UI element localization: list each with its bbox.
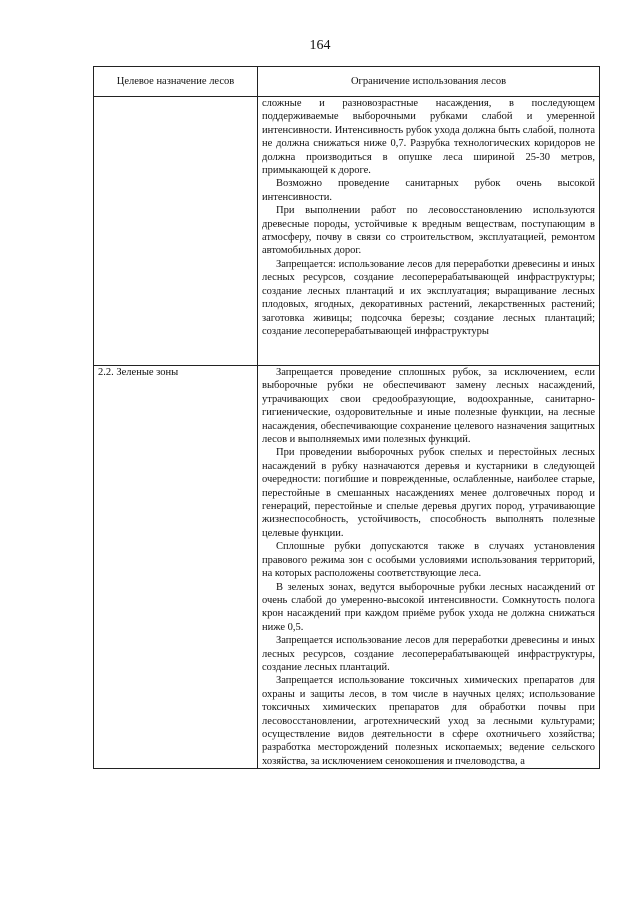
restriction-paragraph: Запрещается проведение сплошных рубок, за исключением, если выборочные рубки не обеспечивают замену лесных насаждений, утрачивающих свои средообразующие, водоохранные, санитарно-гигиенические, оздоровительные и иные полезные функции, на лесные насаждения, обеспечивающие сохранение целевого назначения защитных лесов и выполняемых ими полезных функций. <box>262 367 595 446</box>
restriction-cell <box>258 97 600 366</box>
restriction-paragraph: Запрещается: использование лесов для переработки древесины и иных лесных ресурсов, создание лесоперерабатывающей инфраструктуры; создание лесных плантаций и их эксплуатация; выращивание лесных плодовых, ягодных, декоративных растений, лекарственных растений; заготовка живицы; подсочка березы; создание лесных плантаций; создание лесоперерабатывающей инфраструктуры <box>262 258 595 337</box>
header-purpose: Целевое назначение лесов <box>94 67 258 97</box>
header-restriction: Ограничение использования лесов <box>258 67 600 97</box>
page-number: 164 <box>309 38 331 53</box>
restriction-paragraph: Сплошные рубки допускаются также в случаях установления правового режима зон с особыми условиями использования территорий, на которых расположены соответствующие леса. <box>262 541 595 580</box>
restriction-paragraph: При проведении выборочных рубок спелых и перестойных лесных насаждений в рубку назначаются деревья и кустарники в следующей очередности: погибшие и поврежденные, ослабленные, наиболее старые, перестойные в смешанных насаждениях менее долговечных пород и генераций, перестойные и спелые деревья других пород, утрачивающие жизнеспособность, устойчивость, способность выполнять полезные целевые функции. <box>262 447 595 539</box>
restriction-paragraph: В зеленых зонах, ведутся выборочные рубки лесных насаждений от очень слабой до умеренно-высокой интенсивности. Сомкнутость полога крон насаждений при каждом приёме рубок ухода не должна снижаться ниже 0,5. <box>262 581 595 633</box>
restriction-paragraph: При выполнении работ по лесовосстановлению используются древесные породы, устойчивые к вредным веществам, поступающим в атмосферу, почву в связи со строительством, эксплуатацией, ремонтом автомобильных дорог. <box>262 205 595 257</box>
restriction-paragraph: Возможно проведение санитарных рубок очень высокой интенсивности. <box>262 178 595 203</box>
purpose-cell: 2.2. Зеленые зоны <box>94 366 258 769</box>
table-row <box>94 366 600 769</box>
restriction-paragraph: сложные и разновозрастные насаждения, в последующем поддерживаемые выборочными рубками слабой и умеренной интенсивности. Интенсивность рубок ухода должна быть слабой, полнота не должна снижаться ниже 0,7. Разрубка технологических коридоров не должна производиться в опушке леса шириной 25-30 метров, примыкающей к дороге. <box>262 98 595 177</box>
restriction-cell <box>258 366 600 769</box>
purpose-cell <box>94 97 258 366</box>
table-row <box>94 97 600 366</box>
restriction-paragraph: Запрещается использование лесов для переработки древесины и иных лесных ресурсов, создание лесоперерабатывающей инфраструктуры, создание лесных плантаций. <box>262 635 595 673</box>
restrictions-table <box>93 66 600 769</box>
table-header-row <box>94 67 600 97</box>
restriction-paragraph: Запрещается использование токсичных химических препаратов для охраны и защиты лесов, в том числе в научных целях; использование токсичных химических препаратов для обработки почвы при лесовосстановлении, агротехнический уход за лесными культурами; осуществление видов деятельности в сфере охотничьего хозяйства; разработка месторождений полезных ископаемых; ведение сельского хозяйства, за исключением сенокошения и пчеловодства, а <box>262 675 595 767</box>
